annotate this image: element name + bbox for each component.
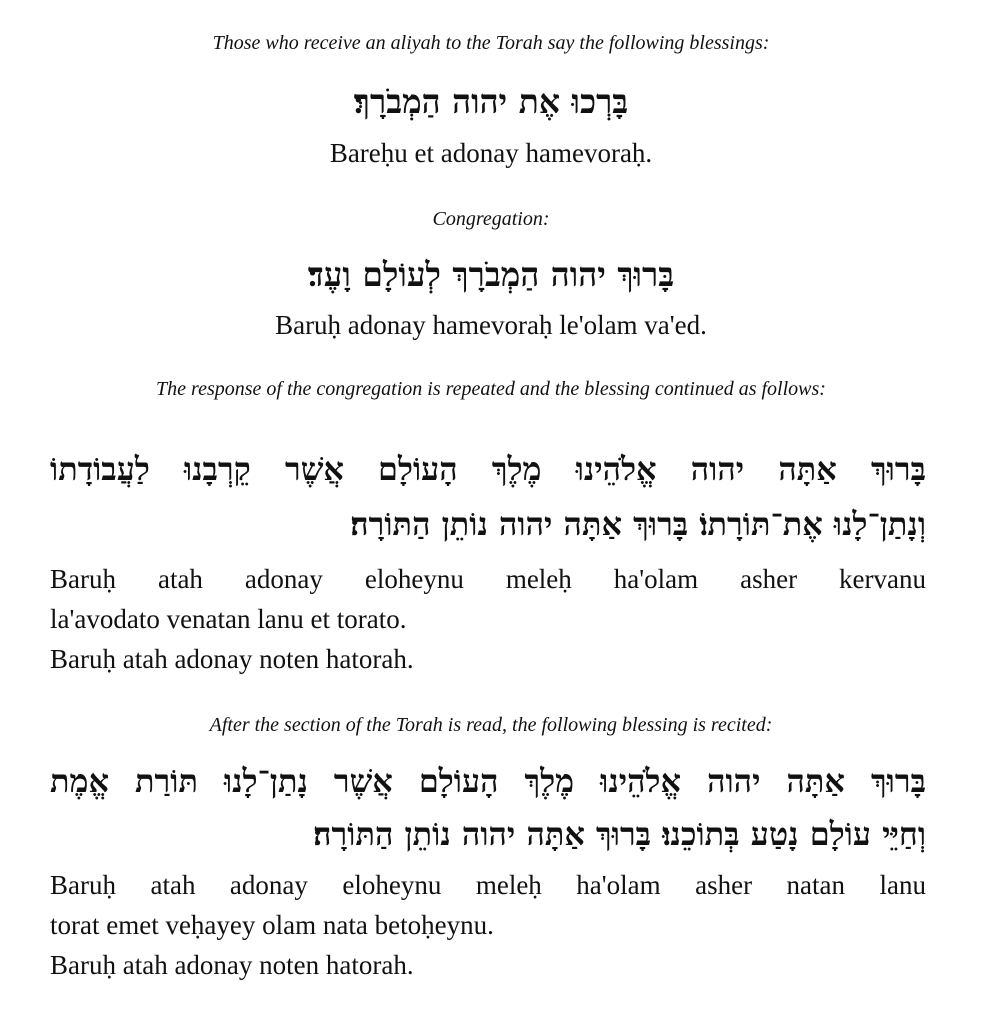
barehu-hebrew: בָּרְכוּ אֶת יהוה הַמְבֹרָךְ׃ (353, 82, 629, 121)
after-blessing-translit-line-1: Baruḥ atah adonay eloheynu meleḥ ha'olam asher natan lanu (50, 870, 926, 900)
response-hebrew: בָּרוּךְ יהוה הַמְבֹרָךְ לְעוֹלָם וָעֶד׃ (307, 255, 675, 294)
before-blessing-hebrew-line-1: בָּרוּךְ אַתָּה יהוה אֱלֹהֵינוּ מֶלֶךְ הָעוֹלָם אֲשֶׁר קֵרְבָנוּ לַעֲבוֹדָתוֹ (50, 450, 926, 488)
response-transliteration: Baruḥ adonay hamevoraḥ le'olam va'ed. (275, 310, 707, 340)
instruction-after-reading: After the section of the Torah is read, the following blessing is recited: (209, 714, 773, 736)
before-blessing-translit-line-2: la'avodato venatan lanu et torato. (50, 604, 407, 634)
after-blessing-translit-line-2: torat emet veḥayey olam nata betoḥeynu. (50, 910, 494, 940)
before-blessing-hebrew-line-2: וְנָתַן־לָנוּ אֶת־תּוֹרָתוֹ׃ בָּרוּךְ אַתָּה יהוה נוֹתֵן הַתּוֹרָה׃ (350, 505, 926, 543)
before-blessing-translit-line-1: Baruḥ atah adonay eloheynu meleḥ ha'olam asher kervanu (50, 564, 926, 594)
instruction-response: The response of the congregation is repeated and the blessing continued as follows: (156, 378, 826, 400)
instruction-aliyah: Those who receive an aliyah to the Torah say the following blessings: (212, 32, 770, 54)
instruction-congregation: Congregation: (432, 208, 550, 230)
before-blessing-translit-line-3: Baruḥ atah adonay noten hatorah. (50, 644, 414, 674)
after-blessing-hebrew-line-2: וְחַיֵּי עוֹלָם נָטַע בְּתוֹכֵנוּ׃ בָּרוּךְ אַתָּה יהוה נוֹתֵן הַתּוֹרָה׃ (313, 815, 926, 853)
after-blessing-hebrew-line-1: בָּרוּךְ אַתָּה יהוה אֱלֹהֵינוּ מֶלֶךְ הָעוֹלָם אֲשֶׁר נָתַן־לָנוּ תּוֹרַת אֱמֶת (50, 762, 926, 800)
barehu-transliteration: Bareḥu et adonay hamevoraḥ. (329, 138, 653, 168)
after-blessing-translit-line-3: Baruḥ atah adonay noten hatorah. (50, 950, 414, 980)
